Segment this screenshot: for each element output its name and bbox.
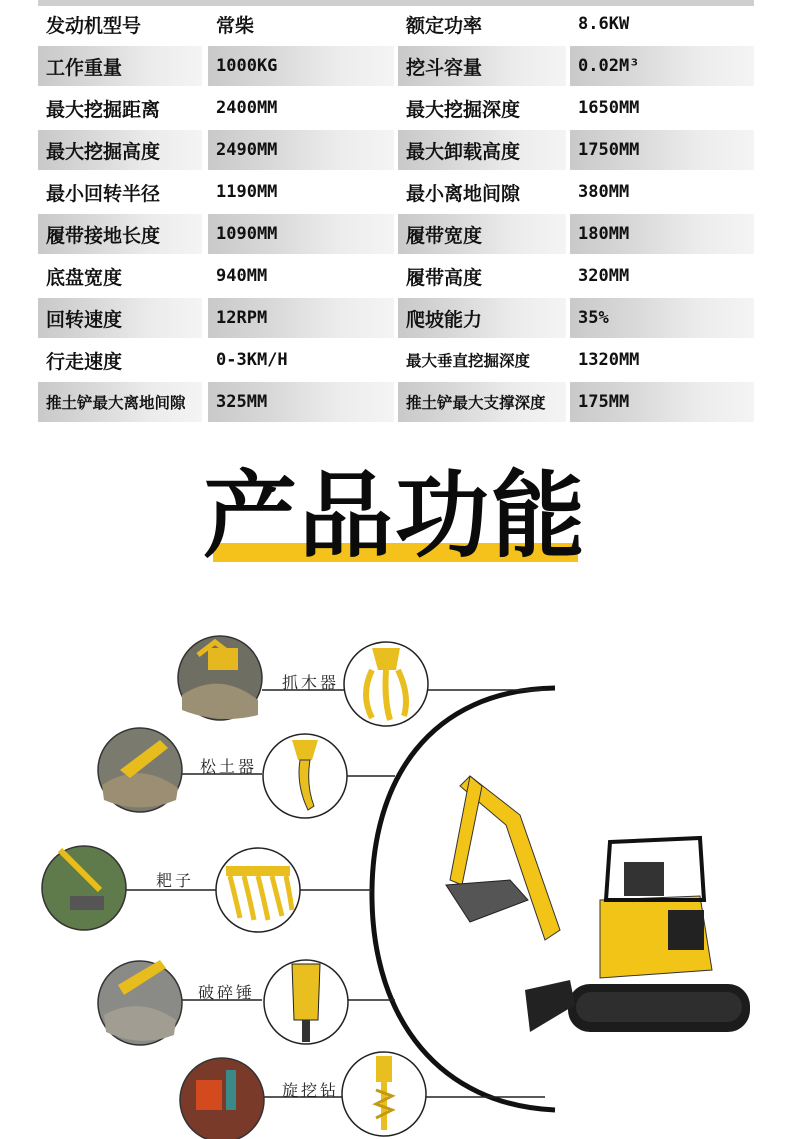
spec-value: 320MM — [578, 266, 630, 286]
spec-label: 最小回转半径 — [46, 182, 161, 205]
spec-value: 380MM — [578, 182, 630, 202]
spec-row — [38, 4, 754, 46]
spec-value: 12RPM — [208, 298, 394, 338]
auger-drill-icon — [342, 1052, 426, 1136]
spec-value: 175MM — [570, 382, 754, 422]
breaker-photo-icon — [98, 960, 182, 1045]
spec-value: 180MM — [570, 214, 754, 254]
spec-table — [0, 0, 790, 440]
spec-label: 最大挖掘高度 — [38, 130, 202, 170]
spec-label: 最大挖掘深度 — [406, 98, 521, 121]
spec-label: 推土铲最大支撑深度 — [398, 382, 566, 422]
spec-row — [38, 88, 754, 130]
spec-value: 1750MM — [570, 130, 754, 170]
spec-value: 2490MM — [208, 130, 394, 170]
spec-row — [38, 130, 754, 172]
section-title: 产品功能 — [202, 462, 587, 571]
spec-row — [38, 256, 754, 298]
spec-value: 1190MM — [216, 182, 278, 202]
spec-value: 940MM — [216, 266, 268, 286]
spec-label: 爬坡能力 — [398, 298, 566, 338]
spec-value: 常柴 — [216, 14, 255, 37]
log-grapple-icon — [344, 642, 428, 726]
spec-label: 挖斗容量 — [398, 46, 566, 86]
spec-value: 1000KG — [208, 46, 394, 86]
rake-icon — [216, 848, 300, 932]
spec-label: 最大挖掘距离 — [46, 98, 161, 121]
attachment-label-4: 旋挖钻 — [282, 1081, 340, 1100]
attachments-diagram — [0, 600, 790, 1139]
spec-label: 最小离地间隙 — [406, 182, 521, 205]
spec-label: 回转速度 — [38, 298, 202, 338]
spec-row — [38, 214, 754, 256]
spec-row — [38, 382, 754, 424]
auger-photo-icon — [180, 1058, 264, 1139]
spec-value: 0-3KM/H — [216, 350, 288, 370]
spec-label: 额定功率 — [406, 14, 483, 37]
spec-value: 2400MM — [216, 98, 278, 118]
spec-row — [38, 46, 754, 88]
spec-label: 底盘宽度 — [46, 266, 123, 289]
attachment-label-2: 耙子 — [156, 871, 195, 890]
attachment-label-0: 抓木器 — [282, 673, 340, 692]
spec-value: 0.02M³ — [570, 46, 754, 86]
spec-label: 工作重量 — [38, 46, 202, 86]
breaker-hammer-icon — [264, 960, 348, 1044]
attachment-label-3: 破碎锤 — [198, 983, 256, 1002]
spec-value: 8.6KW — [578, 14, 630, 34]
spec-label: 推土铲最大离地间隙 — [38, 382, 202, 422]
spec-value: 35% — [570, 298, 754, 338]
spec-label: 履带高度 — [406, 266, 483, 289]
rake-photo-icon — [42, 846, 126, 930]
spec-label: 发动机型号 — [46, 14, 142, 37]
spec-row — [38, 172, 754, 214]
spec-value: 325MM — [208, 382, 394, 422]
spec-label: 最大垂直挖掘深度 — [406, 352, 531, 370]
spec-value: 1090MM — [208, 214, 394, 254]
spec-label: 履带接地长度 — [38, 214, 202, 254]
log-grapple-photo-icon — [178, 636, 262, 720]
spec-value: 1650MM — [578, 98, 640, 118]
spec-row — [38, 340, 754, 382]
ripper-photo-icon — [98, 728, 182, 812]
spec-label: 行走速度 — [46, 350, 123, 373]
spec-value: 1320MM — [578, 350, 640, 370]
spec-label: 最大卸载高度 — [398, 130, 566, 170]
attachment-label-1: 松土器 — [200, 757, 258, 776]
mini-excavator-icon — [446, 776, 750, 1032]
ripper-icon — [263, 734, 347, 818]
spec-row — [38, 298, 754, 340]
spec-label: 履带宽度 — [398, 214, 566, 254]
